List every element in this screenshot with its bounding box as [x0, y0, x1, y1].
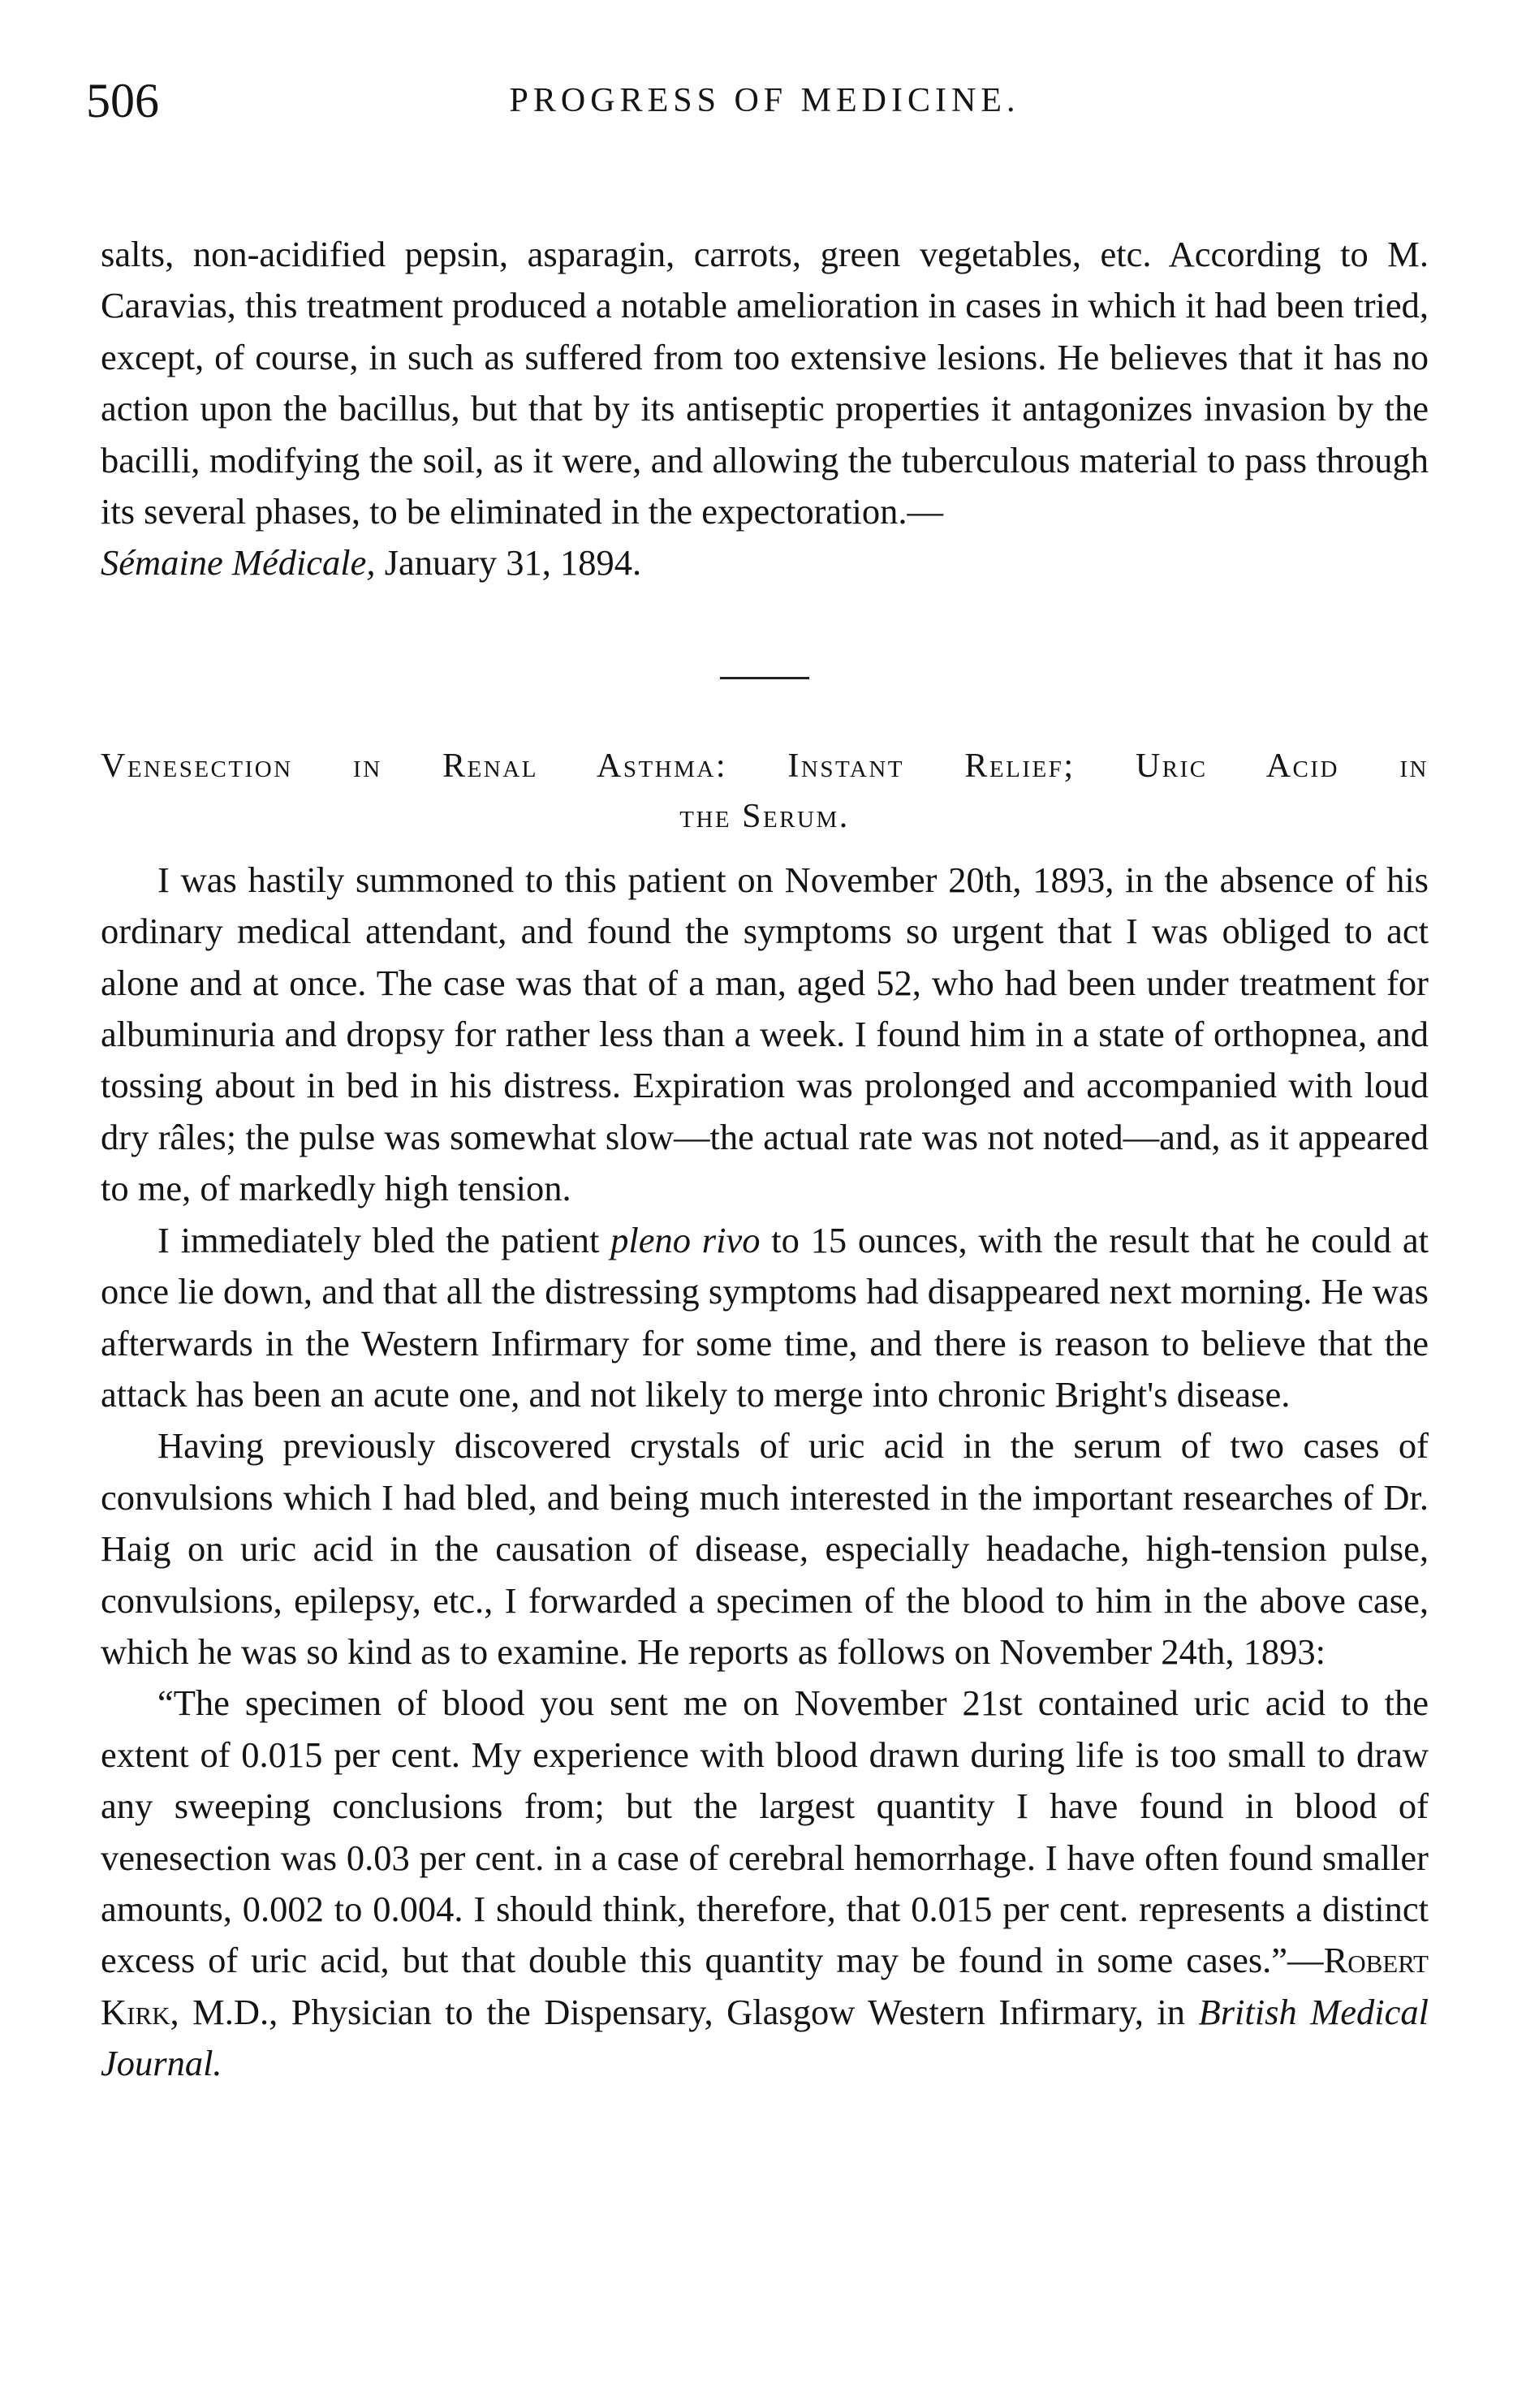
paragraph-2-start: I immediately bled the patient: [157, 1219, 611, 1260]
quotation: “The specimen of blood you sent me on November 21st contained uric acid to the extent of 0.015 per cent. My experience with blood drawn during life is too small to draw any sweeping conclusions from; but the largest quantity I have found in blood of venesection was 0.03 per cent. in a case of cerebral hemorrhage. I have often found smaller amounts, 0.002 to 0.004. I should think, therefore, that 0.015 per cent. represents a distinct excess of uric acid, but that double this quantity may be found in some cases.”—: [101, 1682, 1429, 1981]
continuation-paragraph: [101, 229, 1429, 589]
article-title-line-1: Venesection in Renal Asthma: Instant Relief; Uric Acid in: [101, 747, 1429, 785]
journal-name: British Medical Journal.: [101, 1991, 1429, 2084]
article-title-line-2: the Serum.: [679, 797, 850, 835]
citation-date: January 31, 1894.: [375, 542, 642, 584]
running-header: [86, 65, 1429, 138]
article-title: [101, 741, 1429, 842]
running-title: PROGRESS OF MEDICINE.: [509, 82, 1020, 119]
paragraph-4: [101, 1678, 1429, 2089]
author-name: Robert Kirk: [101, 1940, 1429, 2032]
paragraph-1: I was hastily summoned to this patient on November 20th, 1893, in the absence of his ordinary medical attendant, and found the symptoms so urgent that I was obliged to act alone and at once. The case was that of a man, aged 52, who had been under treatment for albuminuria and dropsy for rather less than a week. I found him in a state of orthopnea, and tossing about in bed in his distress. Expiration was prolonged and accompanied with loud dry râles; the pulse was somewhat slow—the actual rate was not noted—and, as it appeared to me, of markedly high tension.: [101, 859, 1429, 1209]
section-divider: [720, 677, 809, 679]
page-number: 506: [86, 74, 159, 127]
continuation-text: salts, non-acidified pepsin, asparagin, carrots, green vegetables, etc. According to M. Caravias, this treatment produced a notable amelioration in cases in which it had been tried, except, of course, in such as suffered from too extensive lesions. He believes that it has no action upon the bacillus, but that by its antiseptic properties it antagonizes invasion by the bacilli, modifying the soil, as it were, and allowing the tuberculous material to pass through its several phases, to be eliminated in the expectoration.—: [101, 234, 1429, 532]
latin-phrase: pleno rivo: [610, 1219, 761, 1260]
citation-source: Sémaine Médicale,: [101, 542, 376, 584]
page: [86, 65, 1429, 2090]
paragraph-3: Having previously discovered crystals of uric acid in the serum of two cases of convulsions which I had bled, and being much interested in the important researches of Dr. Haig on uric acid in the causation of disease, especially headache, high-tension pulse, convulsions, epilepsy, etc., I forwarded a specimen of the blood to him in the above case, which he was so kind as to examine. He reports as follows on November 24th, 1893:: [101, 1425, 1429, 1672]
paragraph-2: [101, 1215, 1429, 1421]
paragraph-2-end: to 15 ounces, with the result that he could at once lie down, and that all the distressing symptoms had disappeared next morning. He was afterwards in the Western Infirmary for some time, and there is reason to believe that the attack has been an acute one, and not likely to merge into chronic Bright's disease.: [101, 1219, 1429, 1415]
author-affiliation: , M.D., Physician to the Dispensary, Glasgow Western Infirmary, in: [170, 1991, 1199, 2032]
